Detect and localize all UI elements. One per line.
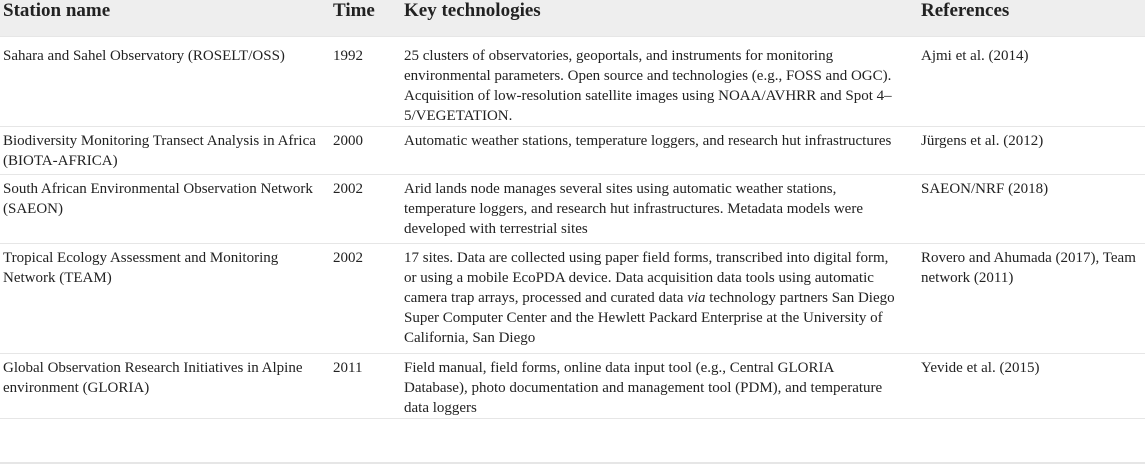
cell-time: 2011: [333, 360, 363, 376]
cell-references: Ajmi et al. (2014): [921, 48, 1029, 64]
cell-references: Yevide et al. (2015): [921, 360, 1040, 376]
header-references: References: [918, 0, 1145, 37]
cell-station-name: Biodiversity Monitoring Transect Analysis in Africa (BIOTA-AFRICA): [3, 133, 316, 169]
cell-station-name: South African Environmental Observation Network (SAEON): [3, 181, 313, 217]
cell-station-name: Tropical Ecology Assessment and Monitoring Network (TEAM): [3, 250, 279, 286]
cell-time: 2002: [333, 181, 363, 197]
cell-references: Jürgens et al. (2012): [921, 133, 1044, 149]
cell-time: 2000: [333, 133, 363, 149]
table-row: [0, 244, 1145, 354]
cell-key-technologies: 25 clusters of observatories, geoportals, and instruments for monitoring environmental parameters. Open source and technologies (e.g., FOSS and OGC). Acquisition of low-resolution satellite images using NOAA/AVHRR and Spot 4–5/VEGETATION.: [404, 48, 892, 124]
tech-text-italic: via: [687, 290, 706, 306]
header-station-name: Station name: [0, 0, 333, 37]
cell-key-technologies: [401, 244, 918, 354]
header-key-technologies: Key technologies: [401, 0, 918, 37]
cell-station-name: Global Observation Research Initiatives in Alpine environment (GLORIA): [3, 360, 303, 396]
table-header: [0, 0, 1145, 37]
table-body: [0, 37, 1145, 419]
cell-key-technologies: Automatic weather stations, temperature loggers, and research hut infrastructures: [404, 133, 892, 149]
cell-time: 2002: [333, 250, 363, 266]
cell-references: Rovero and Ahumada (2017), Team network (2011): [921, 250, 1136, 286]
header-time: Time: [333, 0, 401, 37]
tech-text-before: 17 sites. Data are collected using paper field forms, transcribed into digital form, or using a mobile EcoPDA device. Data acquisition data tools using automatic camera trap arrays, processed and curated data: [404, 250, 889, 306]
table-row: [0, 175, 1145, 244]
cell-key-technologies: Field manual, field forms, online data input tool (e.g., Central GLORIA Database), photo documentation and management tool (PDM), and temperature data loggers: [404, 360, 883, 416]
cell-station-name: Sahara and Sahel Observatory (ROSELT/OSS): [3, 48, 285, 64]
cell-time: 1992: [333, 48, 363, 64]
tech-text-after: technology partners San Diego Super Computer Center and the Hewlett Packard Enterprise at the University of California, San Diego: [404, 290, 895, 346]
table-row: [0, 37, 1145, 127]
cell-references: SAEON/NRF (2018): [921, 181, 1049, 197]
table-row: [0, 354, 1145, 419]
cell-key-technologies: Arid lands node manages several sites using automatic weather stations, temperature loggers, and research hut infrastructures. Metadata models were developed with terrestrial sites: [404, 181, 863, 237]
header-row: [0, 0, 1145, 37]
table-row: [0, 127, 1145, 175]
